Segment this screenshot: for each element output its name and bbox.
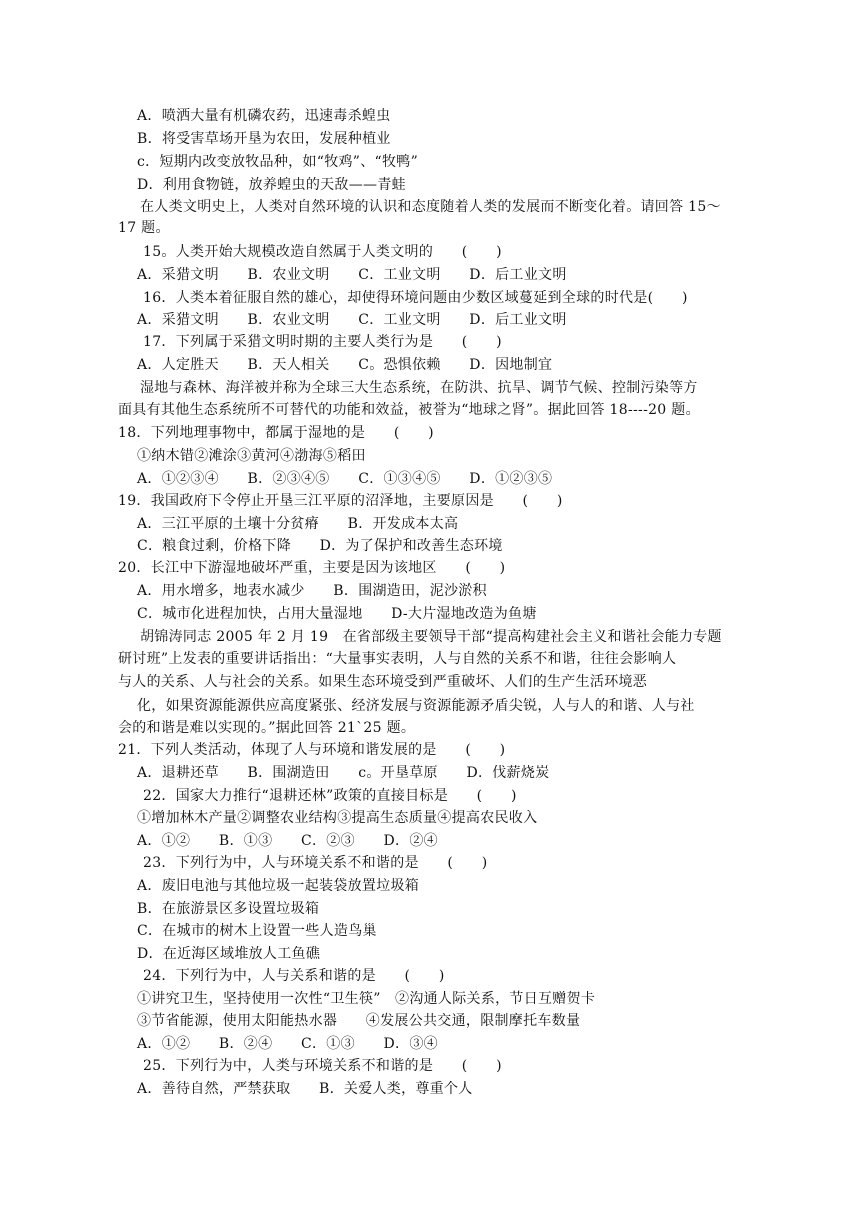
text-line: ③节省能源，使用太阳能热水器 ④发展公共交通，限制摩托车数量 <box>137 1013 581 1029</box>
text-line: 21．下列人类活动，体现了人与环境和谐发展的是 ( ) <box>118 742 506 758</box>
text-line: A．三江平原的土壤十分贫瘠 B．开发成本太高 <box>137 516 459 532</box>
text-line: ①讲究卫生，坚持使用一次性“卫生筷” ②沟通人际关系，节日互赠贺卡 <box>137 991 596 1007</box>
text-line: C．城市化进程加快，占用大量湿地 D-大片湿地改造为鱼塘 <box>137 606 537 622</box>
text-line: A．①② B．②④ C．①③ D．③④ <box>137 1036 438 1052</box>
text-line: 湿地与森林、海洋被并称为全球三大生态系统，在防洪、抗旱、调节气候、控制污染等方 <box>140 380 698 396</box>
text-line: A．①②③④ B．②③④⑤ C．①③④⑤ D．①②③⑤ <box>137 471 553 487</box>
text-line: ①纳木错②滩涂③黄河④渤海⑤稻田 <box>137 448 366 464</box>
text-line: 19．我国政府下令停止开垦三江平原的沼泽地，主要原因是 ( ) <box>118 493 563 509</box>
text-line: A．善待自然，严禁获取 B．关爱人类，尊重个人 <box>137 1081 473 1097</box>
text-line: 与人的关系、人与社会的关系。如果生态环境受到严重破坏、人们的生产生活环境恶 <box>118 674 648 690</box>
text-line: 面具有其他生态系统所不可替代的功能和效益，被誉为“地球之肾”。据此回答 18----20 题。 <box>118 402 700 418</box>
text-line: 17 题。 <box>118 220 170 236</box>
text-line: A．人定胜天 B．天人相关 C。恐惧依赖 D．因地制宜 <box>137 357 553 373</box>
text-line: 17．下列属于采猎文明时期的主要人类行为是 ( ) <box>143 334 502 350</box>
text-line: 在人类文明史上，人类对自然环境的认识和态度随着人类的发展而不断变化着。请回答 15～ <box>140 199 721 215</box>
text-line: D．利用食物链，放养蝗虫的天敌——青蛙 <box>137 177 406 193</box>
text-line: 16．人类本着征服自然的雄心，却使得环境问题由少数区域蔓延到全球的时代是( ) <box>143 290 688 306</box>
text-line: A．①② B．①③ C．②③ D．②④ <box>137 833 438 849</box>
text-line: 23．下列行为中，人与环境关系不和谐的是 ( ) <box>143 855 488 871</box>
text-line: 胡锦涛同志 2005 年 2 月 19 在省部级主要领导干部“提高构建社会主义和谐社会能力专题 <box>140 629 722 645</box>
text-line: 22．国家大力推行“退耕还林”政策的直接目标是 ( ) <box>143 788 517 804</box>
text-line: A．喷洒大量有机磷农药，迅速毒杀蝗虫 <box>137 108 391 124</box>
text-line: A．采猎文明 B．农业文明 C．工业文明 D．后工业文明 <box>137 312 567 328</box>
text-line: 25．下列行为中，人类与环境关系不和谐的是 ( ) <box>143 1058 502 1074</box>
text-line: c．短期内改变放牧品种，如“牧鸡”、“牧鸭” <box>137 154 419 170</box>
text-line: 24．下列行为中，人与关系和谐的是 ( ) <box>143 968 445 984</box>
text-line: 化，如果资源能源供应高度紧张、经济发展与资源能源矛盾尖锐，人与人的和谐、人与社 <box>137 698 695 714</box>
text-line: 研讨班”上发表的重要讲话指出：“大量事实表明，人与自然的关系不和谐，往往会影响人 <box>118 651 677 667</box>
text-line: 会的和谐是难以实现的。”据此回答 21`25 题。 <box>118 720 416 736</box>
text-line: A．退耕还草 B．围湖造田 c。开垦草原 D．伐薪烧炭 <box>137 765 550 781</box>
text-line: C．在城市的树木上设置一些人造鸟巢 <box>137 923 377 939</box>
text-line: C．粮食过剩，价格下降 D．为了保护和改善生态环境 <box>137 538 503 554</box>
text-line: ①增加林木产量②调整农业结构③提高生态质量④提高农民收入 <box>137 810 538 826</box>
text-line: 15。人类开始大规模改造自然属于人类文明的 ( ) <box>143 244 502 260</box>
text-line: B．在旅游景区多设置垃圾箱 <box>137 901 320 917</box>
text-line: 18．下列地理事物中，都属于湿地的是 ( ) <box>118 425 434 441</box>
text-line: A．废旧电池与其他垃圾一起装袋放置垃圾箱 <box>137 878 420 894</box>
text-line: D．在近海区域堆放人工鱼礁 <box>137 946 321 962</box>
text-line: 20．长江中下游湿地破坏严重，主要是因为该地区 ( ) <box>118 560 506 576</box>
text-line: A．采猎文明 B．农业文明 C．工业文明 D．后工业文明 <box>137 267 567 283</box>
text-line: A．用水增多，地表水减少 B．围湖造田，泥沙淤积 <box>137 583 487 599</box>
text-line: B．将受害草场开垦为农田，发展种植业 <box>137 131 391 147</box>
